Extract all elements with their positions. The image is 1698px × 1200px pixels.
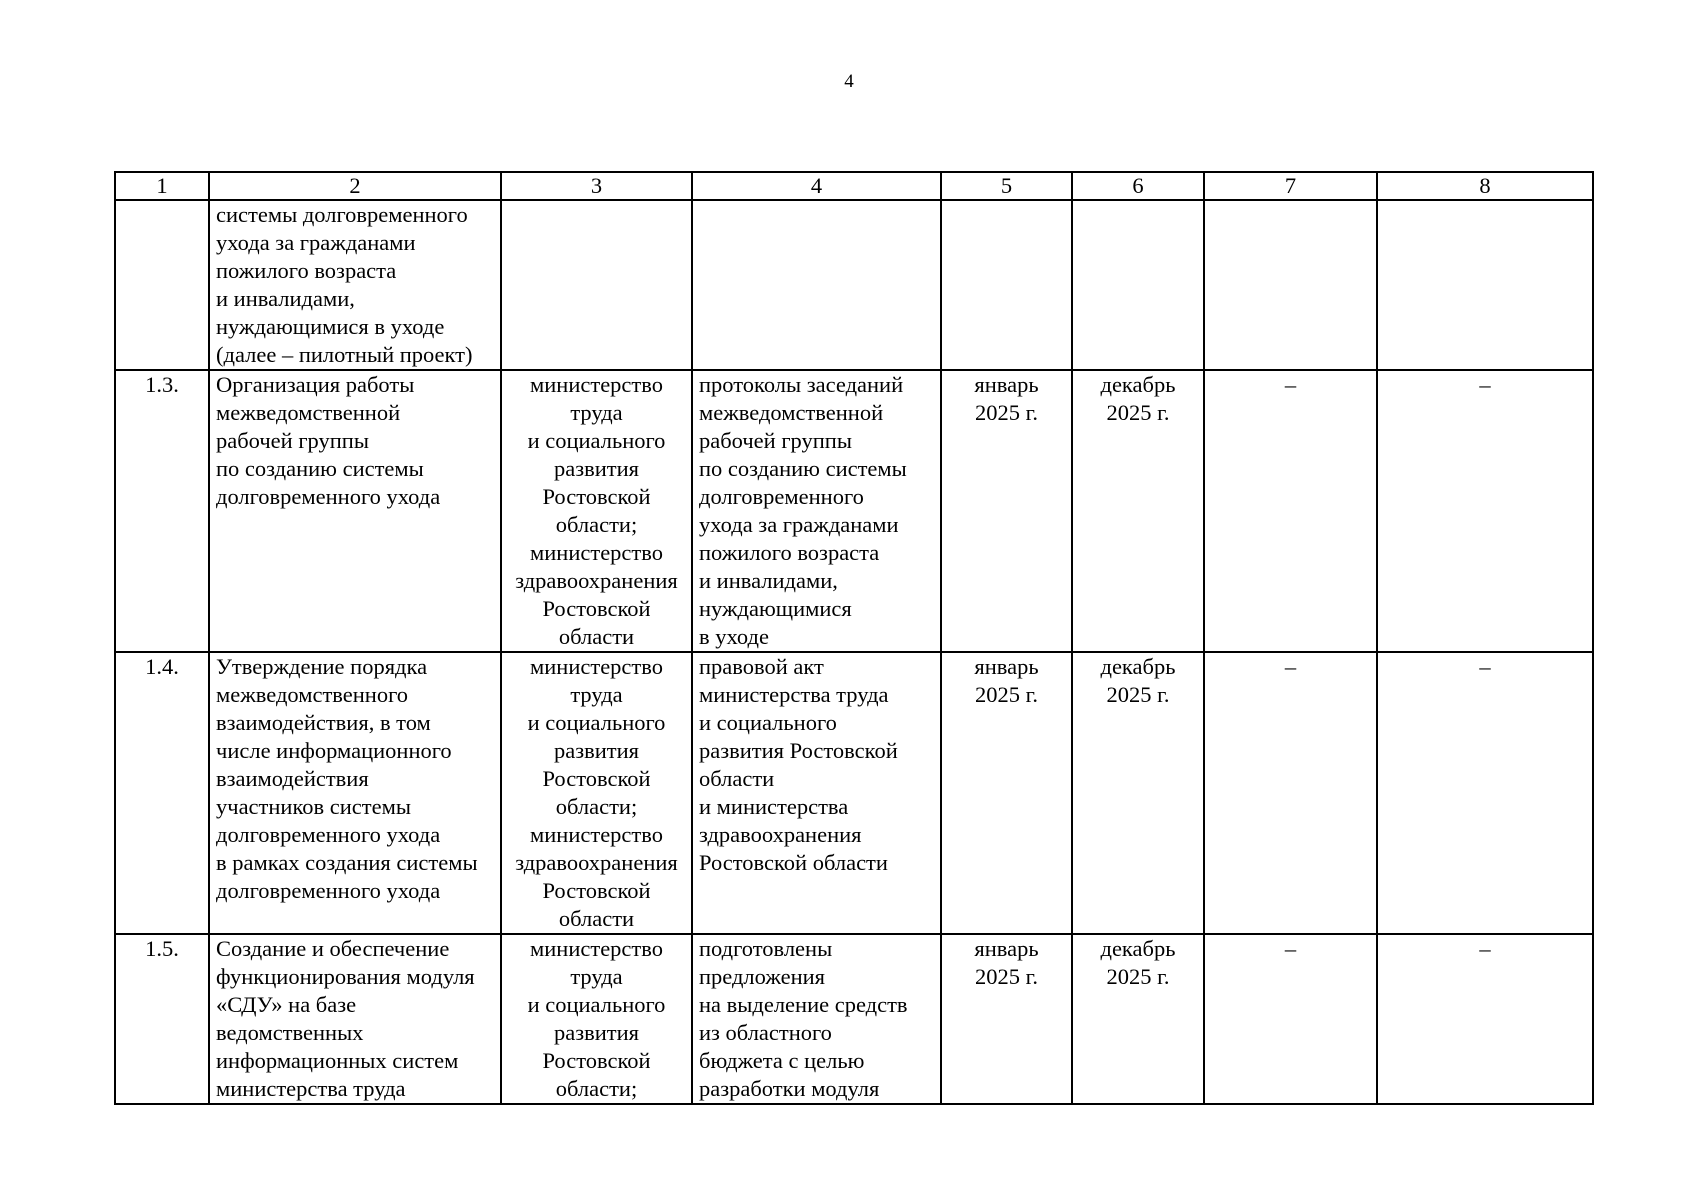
result-line: и министерства — [699, 794, 849, 819]
end-date-line: декабрь — [1100, 936, 1176, 961]
result-line: пожилого возраста — [699, 540, 880, 565]
result-cell — [692, 200, 941, 370]
executor-line: Ростовской — [542, 1048, 651, 1073]
item-name-line: рабочей группы — [216, 428, 369, 453]
result-line: нуждающимися — [699, 596, 852, 621]
plan-table — [114, 171, 1594, 1105]
item-number: 1.4. — [115, 652, 209, 934]
start-date-line: 2025 г. — [975, 400, 1038, 425]
item-name-cell — [209, 370, 501, 652]
column-header: 2 — [209, 172, 501, 200]
item-name-cell — [209, 934, 501, 1104]
start-date-line: январь — [974, 372, 1039, 397]
executor-line: труда — [570, 964, 623, 989]
item-name-line: (далее – пилотный проект) — [216, 342, 473, 367]
result-cell — [692, 652, 941, 934]
item-name-line: долговременного ухода — [216, 878, 441, 903]
item-name-line: взаимодействия, в том — [216, 710, 431, 735]
start-date-cell — [941, 652, 1072, 934]
item-name-line: функционирования модуля — [216, 964, 475, 989]
item-name-line: участников системы — [216, 794, 411, 819]
executor-line: области — [558, 906, 635, 931]
result-line: из областного — [699, 1020, 832, 1045]
column-header: 1 — [115, 172, 209, 200]
item-name-line: ухода за гражданами — [216, 230, 416, 255]
start-date-line: январь — [974, 936, 1039, 961]
item-name-line: ведомственных — [216, 1020, 364, 1045]
item-name-line: пожилого возраста — [216, 258, 397, 283]
end-date-cell — [1072, 370, 1204, 652]
item-name-line: межведомственной — [216, 400, 401, 425]
executor-cell — [501, 934, 692, 1104]
item-name-line: нуждающимися в уходе — [216, 314, 445, 339]
executor-line: и социального — [527, 710, 666, 735]
start-date-line: 2025 г. — [975, 682, 1038, 707]
result-line: межведомственной — [699, 400, 884, 425]
executor-line: развития — [553, 738, 639, 763]
end-date-cell — [1072, 652, 1204, 934]
item-name-line: долговременного ухода — [216, 822, 441, 847]
column-8-cell — [1377, 200, 1593, 370]
column-8-cell: – — [1377, 652, 1593, 934]
executor-line: области; — [555, 1076, 638, 1101]
executor-line: развития — [553, 1020, 639, 1045]
table-row — [115, 370, 1593, 652]
executor-line: труда — [570, 682, 623, 707]
executor-line: здравоохранения — [515, 850, 678, 875]
end-date-cell — [1072, 934, 1204, 1104]
executor-line: министерство — [530, 822, 663, 847]
item-name-cell — [209, 652, 501, 934]
item-number — [115, 200, 209, 370]
item-name-line: и инвалидами, — [216, 286, 355, 311]
result-line: по созданию системы — [699, 456, 907, 481]
start-date-line: январь — [974, 654, 1039, 679]
item-name-cell — [209, 200, 501, 370]
item-name-line: министерства труда — [216, 1076, 406, 1101]
header-row — [115, 172, 1593, 200]
result-line: рабочей группы — [699, 428, 852, 453]
column-7-cell: – — [1204, 652, 1377, 934]
result-line: протоколы заседаний — [699, 372, 904, 397]
executor-line: труда — [570, 400, 623, 425]
result-line: бюджета с целью — [699, 1048, 865, 1073]
result-line: и социального — [699, 710, 837, 735]
item-name-line: долговременного ухода — [216, 484, 441, 509]
item-name-line: взаимодействия — [216, 766, 369, 791]
item-name-line: системы долговременного — [216, 202, 468, 227]
result-line: долговременного — [699, 484, 864, 509]
column-header: 7 — [1204, 172, 1377, 200]
end-date-line: декабрь — [1100, 372, 1176, 397]
start-date-line: 2025 г. — [975, 964, 1038, 989]
executor-line: министерство — [530, 654, 663, 679]
column-header: 8 — [1377, 172, 1593, 200]
column-header: 4 — [692, 172, 941, 200]
column-8-cell: – — [1377, 370, 1593, 652]
result-line: подготовлены — [699, 936, 833, 961]
result-line: министерства труда — [699, 682, 889, 707]
start-date-cell — [941, 200, 1072, 370]
executor-line: министерство — [530, 936, 663, 961]
executor-line: области; — [555, 512, 638, 537]
executor-line: министерство — [530, 372, 663, 397]
table-row — [115, 652, 1593, 934]
result-line: на выделение средств — [699, 992, 908, 1017]
item-name-line: межведомственного — [216, 682, 409, 707]
executor-line: Ростовской — [542, 878, 651, 903]
page-number: 4 — [844, 71, 854, 92]
item-name-line: в рамках создания системы — [216, 850, 478, 875]
executor-line: министерство — [530, 540, 663, 565]
item-number: 1.5. — [115, 934, 209, 1104]
column-header: 6 — [1072, 172, 1204, 200]
executor-line: Ростовской — [542, 484, 651, 509]
executor-line: Ростовской — [542, 596, 651, 621]
start-date-cell — [941, 370, 1072, 652]
item-name-line: Организация работы — [216, 372, 415, 397]
end-date-line: декабрь — [1100, 654, 1176, 679]
executor-line: развития — [553, 456, 639, 481]
column-8-cell: – — [1377, 934, 1593, 1104]
item-name-line: «СДУ» на базе — [216, 992, 357, 1017]
item-name-line: информационных систем — [216, 1048, 459, 1073]
column-7-cell: – — [1204, 934, 1377, 1104]
result-line: области — [699, 766, 775, 791]
result-line: разработки модуля — [699, 1076, 880, 1101]
column-7-cell — [1204, 200, 1377, 370]
item-number: 1.3. — [115, 370, 209, 652]
executor-line: и социального — [527, 992, 666, 1017]
executor-cell — [501, 200, 692, 370]
result-line: здравоохранения — [699, 822, 862, 847]
column-header: 3 — [501, 172, 692, 200]
result-line: ухода за гражданами — [699, 512, 899, 537]
executor-line: здравоохранения — [515, 568, 678, 593]
column-7-cell: – — [1204, 370, 1377, 652]
item-name-line: Создание и обеспечение — [216, 936, 450, 961]
result-line: и инвалидами, — [699, 568, 838, 593]
executor-cell — [501, 370, 692, 652]
end-date-line: 2025 г. — [1106, 964, 1170, 989]
result-line: Ростовской области — [699, 850, 888, 875]
executor-line: и социального — [527, 428, 666, 453]
executor-line: области — [558, 624, 635, 649]
executor-cell — [501, 652, 692, 934]
column-header: 5 — [941, 172, 1072, 200]
result-cell — [692, 370, 941, 652]
end-date-line: 2025 г. — [1106, 682, 1170, 707]
table-row — [115, 934, 1593, 1104]
table-row — [115, 200, 1593, 370]
result-line: правовой акт — [699, 654, 824, 679]
result-cell — [692, 934, 941, 1104]
executor-line: области; — [555, 794, 638, 819]
end-date-line: 2025 г. — [1106, 400, 1170, 425]
result-line: в уходе — [699, 624, 769, 649]
item-name-line: по созданию системы — [216, 456, 424, 481]
executor-line: Ростовской — [542, 766, 651, 791]
result-line: предложения — [699, 964, 826, 989]
end-date-cell — [1072, 200, 1204, 370]
result-line: развития Ростовской — [699, 738, 898, 763]
item-name-line: Утверждение порядка — [216, 654, 428, 679]
start-date-cell — [941, 934, 1072, 1104]
item-name-line: числе информационного — [216, 738, 452, 763]
